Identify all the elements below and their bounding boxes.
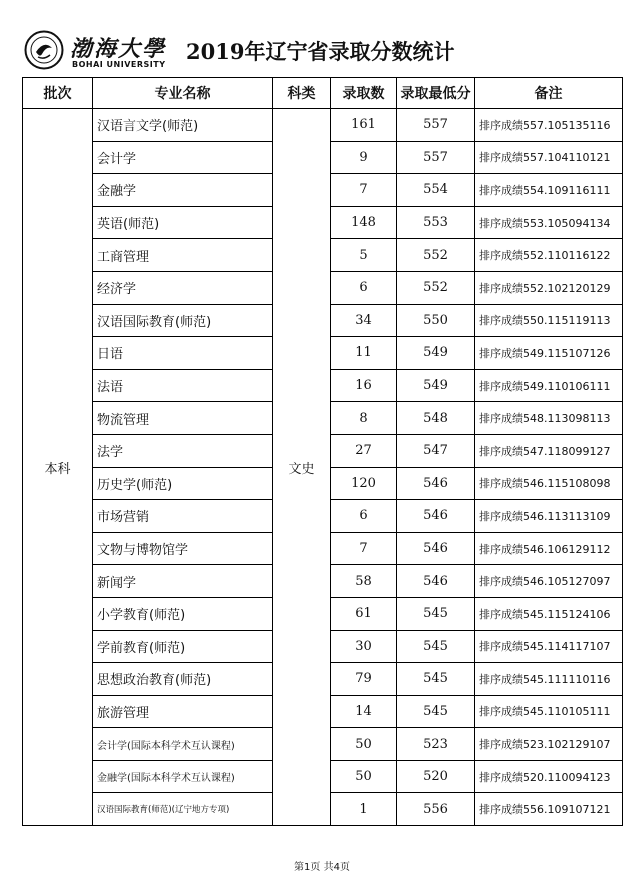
min-score-cell: 545: [397, 630, 475, 663]
min-score-cell: 549: [397, 337, 475, 370]
page-footer: 第1页 共4页: [294, 862, 350, 873]
min-score-cell: 545: [397, 597, 475, 630]
min-score-cell: 546: [397, 467, 475, 500]
major-cell: 市场营销: [93, 500, 273, 533]
note-cell: 排序成绩553.105094134: [475, 206, 623, 239]
min-score-cell: 520: [397, 760, 475, 793]
count-cell: 16: [331, 369, 397, 402]
logo-name: 渤海大學: [70, 36, 167, 62]
major-cell: 学前教育(师范): [93, 630, 273, 663]
note-cell: 排序成绩520.110094123: [475, 760, 623, 793]
note-cell: 排序成绩546.105127097: [475, 565, 623, 598]
major-cell: 会计学(国际本科学术互认课程): [93, 728, 273, 761]
min-score-cell: 549: [397, 369, 475, 402]
note-cell: 排序成绩547.118099127: [475, 434, 623, 467]
count-cell: 120: [331, 467, 397, 500]
note-cell: 排序成绩545.114117107: [475, 630, 623, 663]
major-cell: 英语(师范): [93, 206, 273, 239]
min-score-cell: 553: [397, 206, 475, 239]
batch-cell: 本科: [23, 109, 93, 826]
count-cell: 7: [331, 174, 397, 207]
note-cell: 排序成绩545.115124106: [475, 597, 623, 630]
major-cell: 新闻学: [93, 565, 273, 598]
column-header-major: 专业名称: [93, 78, 273, 109]
table-header-row: [23, 78, 623, 109]
count-cell: 30: [331, 630, 397, 663]
major-cell: 日语: [93, 337, 273, 370]
min-score-cell: 546: [397, 500, 475, 533]
major-cell: 经济学: [93, 271, 273, 304]
min-score-cell: 557: [397, 109, 475, 142]
note-cell: 排序成绩557.104110121: [475, 141, 623, 174]
major-cell: 历史学(师范): [93, 467, 273, 500]
min-score-cell: 548: [397, 402, 475, 435]
major-cell: 思想政治教育(师范): [93, 663, 273, 696]
note-cell: 排序成绩550.115119113: [475, 304, 623, 337]
column-header-min-score: 录取最低分: [397, 78, 475, 109]
min-score-cell: 546: [397, 532, 475, 565]
note-cell: 排序成绩546.106129112: [475, 532, 623, 565]
note-cell: 排序成绩546.115108098: [475, 467, 623, 500]
page-title: 2019年辽宁省录取分数统计: [186, 39, 455, 64]
category-cell: 文史: [273, 109, 331, 826]
note-cell: 排序成绩557.105135116: [475, 109, 623, 142]
table-body: [23, 109, 623, 826]
count-cell: 7: [331, 532, 397, 565]
count-cell: 34: [331, 304, 397, 337]
university-logo: [24, 30, 174, 74]
major-cell: 汉语国际教育(师范)(辽宁地方专项): [93, 793, 273, 826]
count-cell: 14: [331, 695, 397, 728]
major-cell: 汉语言文学(师范): [93, 109, 273, 142]
min-score-cell: 523: [397, 728, 475, 761]
table-row: [23, 109, 623, 142]
count-cell: 11: [331, 337, 397, 370]
major-cell: 金融学: [93, 174, 273, 207]
count-cell: 9: [331, 141, 397, 174]
major-cell: 法学: [93, 434, 273, 467]
count-cell: 6: [331, 500, 397, 533]
min-score-cell: 546: [397, 565, 475, 598]
count-cell: 5: [331, 239, 397, 272]
note-cell: 排序成绩545.110105111: [475, 695, 623, 728]
column-header-batch: 批次: [23, 78, 93, 109]
column-header-note: 备注: [475, 78, 623, 109]
major-cell: 工商管理: [93, 239, 273, 272]
note-cell: 排序成绩549.115107126: [475, 337, 623, 370]
count-cell: 61: [331, 597, 397, 630]
logo-english-name: BOHAI UNIVERSITY: [72, 60, 166, 69]
min-score-cell: 552: [397, 239, 475, 272]
min-score-cell: 552: [397, 271, 475, 304]
major-cell: 会计学: [93, 141, 273, 174]
major-cell: 文物与博物馆学: [93, 532, 273, 565]
count-cell: 161: [331, 109, 397, 142]
count-cell: 6: [331, 271, 397, 304]
count-cell: 50: [331, 728, 397, 761]
note-cell: 排序成绩546.113113109: [475, 500, 623, 533]
major-cell: 汉语国际教育(师范): [93, 304, 273, 337]
note-cell: 排序成绩552.110116122: [475, 239, 623, 272]
min-score-cell: 554: [397, 174, 475, 207]
count-cell: 50: [331, 760, 397, 793]
note-cell: 排序成绩556.109107121: [475, 793, 623, 826]
major-cell: 小学教育(师范): [93, 597, 273, 630]
count-cell: 79: [331, 663, 397, 696]
university-emblem-icon: [24, 30, 64, 70]
min-score-cell: 556: [397, 793, 475, 826]
count-cell: 8: [331, 402, 397, 435]
note-cell: 排序成绩549.110106111: [475, 369, 623, 402]
column-header-category: 科类: [273, 78, 331, 109]
note-cell: 排序成绩552.102120129: [475, 271, 623, 304]
min-score-cell: 557: [397, 141, 475, 174]
min-score-cell: 550: [397, 304, 475, 337]
min-score-cell: 547: [397, 434, 475, 467]
major-cell: 法语: [93, 369, 273, 402]
note-cell: 排序成绩545.111110116: [475, 663, 623, 696]
major-cell: 金融学(国际本科学术互认课程): [93, 760, 273, 793]
major-cell: 物流管理: [93, 402, 273, 435]
major-cell: 旅游管理: [93, 695, 273, 728]
note-cell: 排序成绩554.109116111: [475, 174, 623, 207]
column-header-count: 录取数: [331, 78, 397, 109]
note-cell: 排序成绩548.113098113: [475, 402, 623, 435]
min-score-cell: 545: [397, 695, 475, 728]
count-cell: 148: [331, 206, 397, 239]
count-cell: 58: [331, 565, 397, 598]
count-cell: 1: [331, 793, 397, 826]
min-score-cell: 545: [397, 663, 475, 696]
count-cell: 27: [331, 434, 397, 467]
note-cell: 排序成绩523.102129107: [475, 728, 623, 761]
admission-table: [22, 77, 623, 826]
